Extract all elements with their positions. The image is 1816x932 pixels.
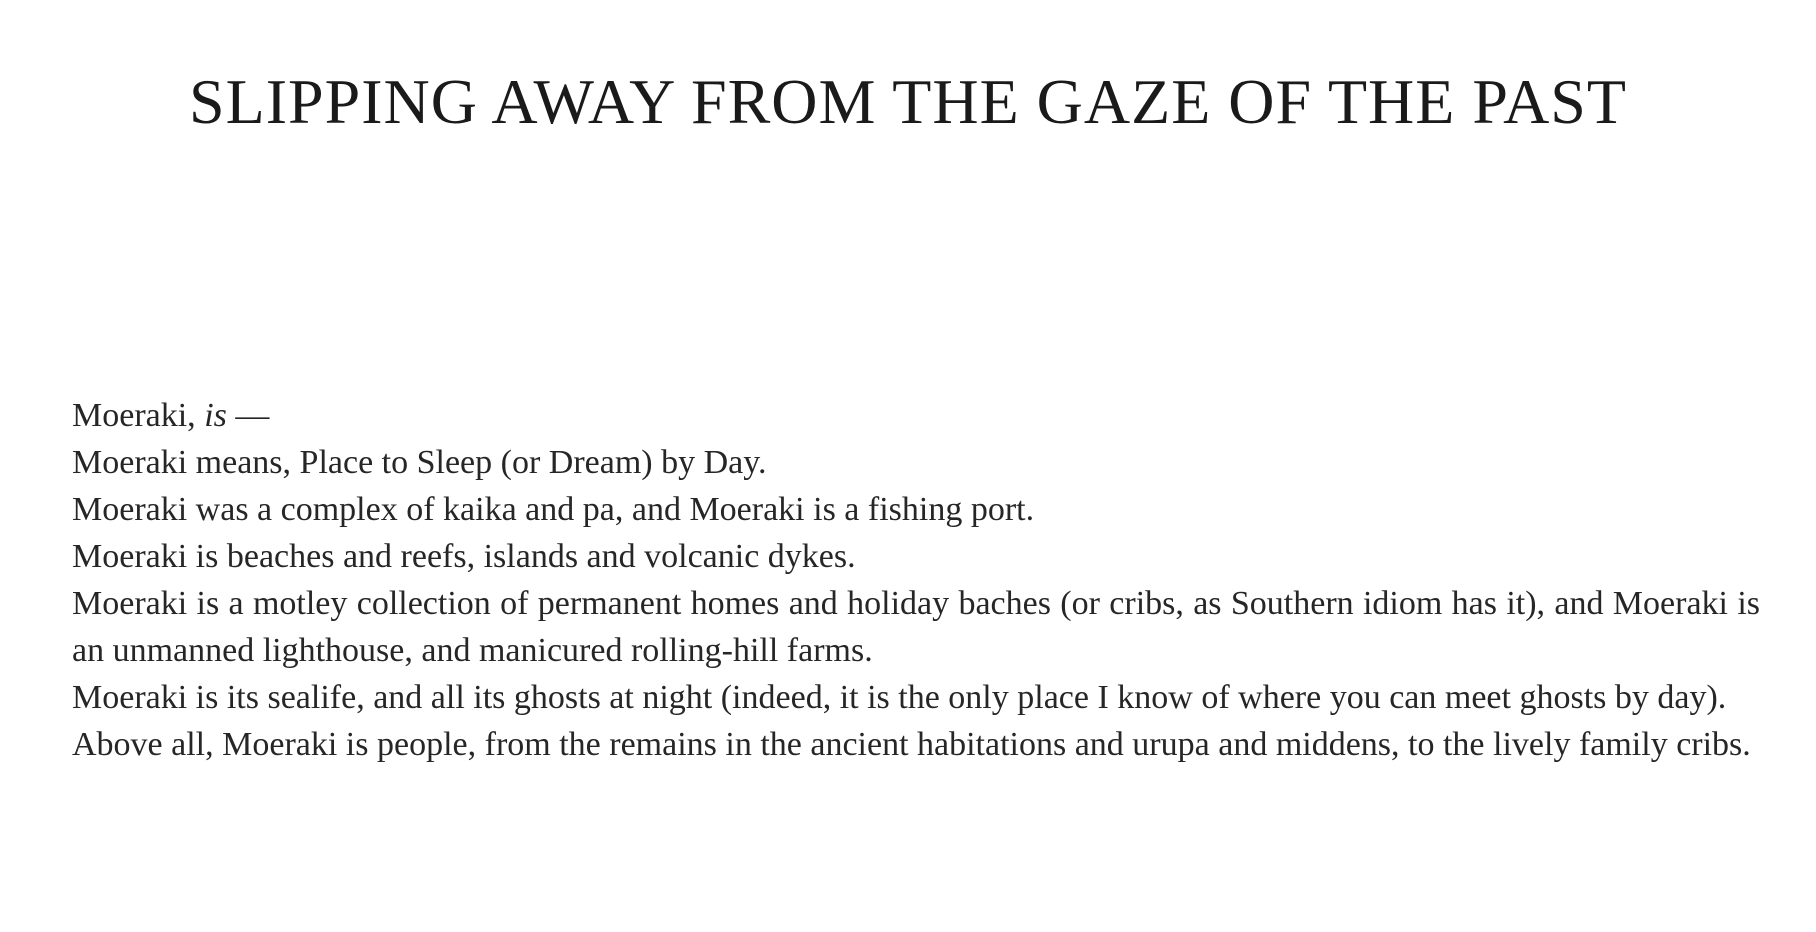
body-text xyxy=(72,392,1760,768)
intro-lead: Moeraki, xyxy=(72,397,196,434)
paragraph-1: Moeraki means, Place to Sleep (or Dream) by Day. xyxy=(72,444,767,481)
paragraph-2: Moeraki was a complex of kaika and pa, and Moeraki is a fishing port. xyxy=(72,491,1035,528)
paragraph-4: Moeraki is a motley collection of permanent homes and holiday baches (or cribs, as Southern idiom has it), and Moeraki is an unmanned lighthouse, and manicured rolling-hill farms. xyxy=(72,585,1760,669)
page-title: SLIPPING AWAY FROM THE GAZE OF THE PAST xyxy=(189,66,1627,137)
paragraph-3: Moeraki is beaches and reefs, islands and volcanic dykes. xyxy=(72,538,856,575)
intro-line xyxy=(72,392,1760,439)
intro-emphasis: is xyxy=(204,397,227,434)
intro-dash: — xyxy=(235,397,270,434)
paragraph-6: Above all, Moeraki is people, from the remains in the ancient habitations and urupa and middens, to the lively family cribs. xyxy=(72,726,1751,763)
paragraph-5: Moeraki is its sealife, and all its ghosts at night (indeed, it is the only place I know of where you can meet ghosts by day). xyxy=(72,679,1727,716)
